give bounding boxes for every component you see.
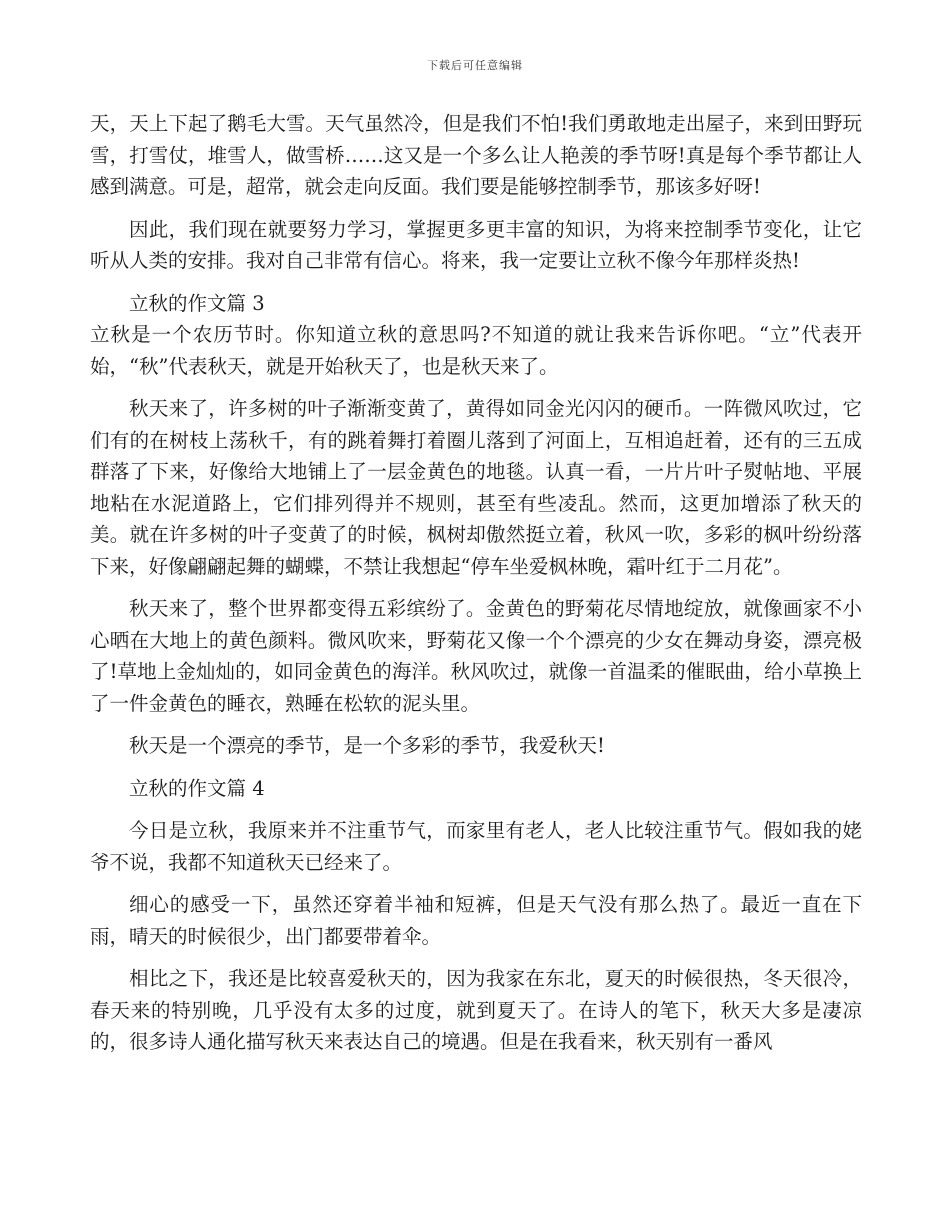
paragraph: 秋天是一个漂亮的季节，是一个多彩的季节，我爱秋天!	[129, 734, 605, 757]
paragraph: 立秋是一个农历节时。你知道立秋的意思吗?不知道的就让我来告诉你吧。“立”代表开始，“秋”代表秋天，就是开始秋天了，也是秋天来了。	[90, 323, 862, 378]
paragraph: 秋天来了，许多树的叶子渐渐变黄了，黄得如同金光闪闪的硬币。一阵微风吹过，它们有的在树枝上荡秋千，有的跳着舞打着圈儿落到了河面上，互相追赶着，还有的三五成群落了下来，好像给大地铺上了一层金黄色的地毯。认真一看，一片片叶子熨帖地、平展地粘在水泥道路上，它们排列得并不规则，甚至有些凌乱。然而，这更加增添了秋天的美。就在许多树的叶子变黄了的时候，枫树却傲然挺立着，秋风一吹，多彩的枫叶纷纷落下来，好像翩翩起舞的蝴蝶，不禁让我想起“停车坐爱枫林晚，霜叶红于二月花”。	[90, 397, 862, 578]
page-header: 下载后可任意编辑	[427, 59, 523, 72]
paragraph: 因此，我们现在就要努力学习，掌握更多更丰富的知识，为将来控制季节变化，让它听从人类的安排。我对自己非常有信心。将来，我一定要让立秋不像今年那样炎热!	[90, 217, 862, 272]
paragraph: 秋天来了，整个世界都变得五彩缤纷了。金黄色的野菊花尽情地绽放，就像画家不小心晒在大地上的黄色颜料。微风吹来，野菊花又像一个个漂亮的少女在舞动身姿，漂亮极了!草地上金灿灿的，如同金黄色的海洋。秋风吹过，就像一首温柔的催眠曲，给小草换上了一件金黄色的睡衣，熟睡在松软的泥头里。	[90, 597, 862, 715]
paragraph: 相比之下，我还是比较喜爱秋天的，因为我家在东北，夏天的时候很热，冬天很冷，春天来的特别晚，几乎没有太多的过度，就到夏天了。在诗人的笔下，秋天大多是凄凉的，很多诗人通化描写秋天来表达自己的境遇。但是在我看来，秋天别有一番风	[90, 967, 862, 1053]
section-heading: 立秋的作文篇 3	[129, 291, 265, 315]
paragraph: 天，天上下起了鹅毛大雪。天气虽然冷，但是我们不怕!我们勇敢地走出屋子，来到田野玩雪，打雪仗，堆雪人，做雪桥……这又是一个多么让人艳羡的季节呀!真是每个季节都让人感到满意。可是，超常，就会走向反面。我们要是能够控制季节，那该多好呀!	[90, 112, 862, 198]
section-heading: 立秋的作文篇 4	[129, 776, 265, 800]
paragraph: 细心的感受一下，虽然还穿着半袖和短裤，但是天气没有那么热了。最近一直在下雨，晴天的时候很少，出门都要带着伞。	[90, 893, 862, 948]
paragraph: 今日是立秋，我原来并不注重节气，而家里有老人，老人比较注重节气。假如我的姥爷不说，我都不知道秋天已经来了。	[90, 819, 862, 874]
document-body	[90, 108, 862, 1069]
